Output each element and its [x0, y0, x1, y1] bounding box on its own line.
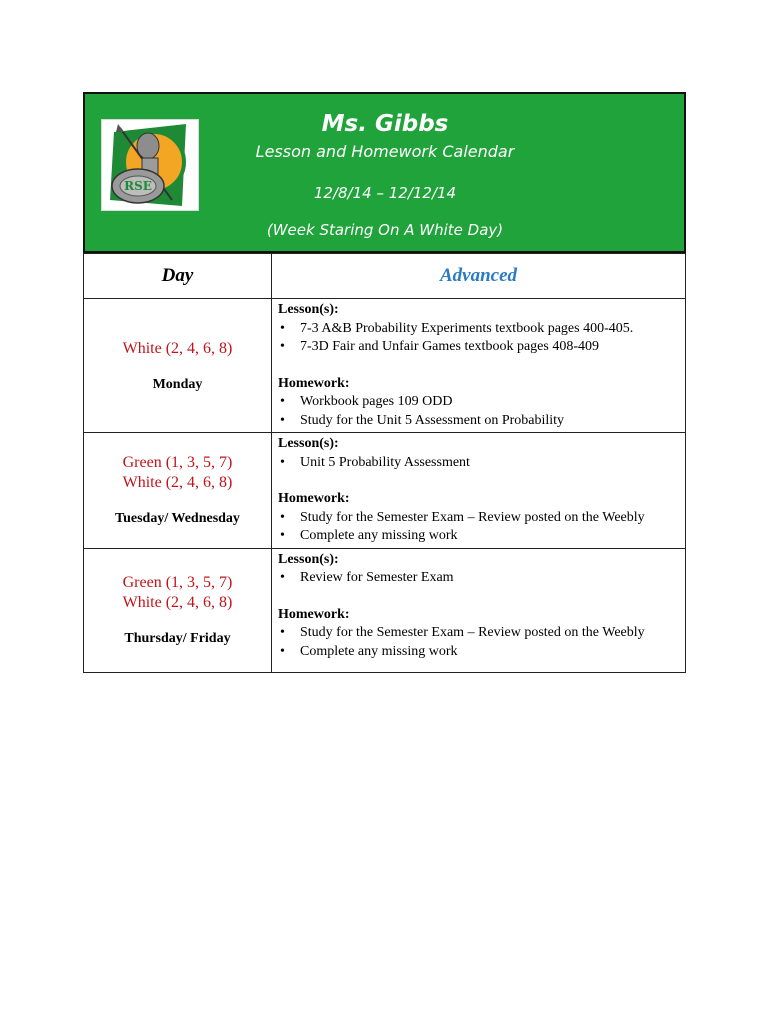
- list-item: • Workbook pages 109 ODD: [278, 393, 685, 412]
- list-item: • 7-3 A&B Probability Experiments textbook pages 400-405.: [278, 320, 685, 339]
- homework-list: [278, 393, 685, 430]
- page-title: Ms. Gibbs: [321, 111, 449, 137]
- day-cell: [84, 433, 272, 549]
- day-code: Green (1, 3, 5, 7): [122, 574, 233, 591]
- day-code: White (2, 4, 6, 8): [122, 339, 233, 357]
- lessons-label: Lesson(s):: [278, 551, 339, 567]
- homework-label: Homework:: [278, 491, 350, 506]
- lesson-list: [278, 320, 685, 357]
- day-code: White (2, 4, 6, 8): [122, 594, 233, 611]
- day-name: Thursday/ Friday: [124, 631, 231, 646]
- date-range: 12/8/14 – 12/12/14: [313, 184, 457, 202]
- spartan-warrior-logo-icon: [102, 120, 198, 210]
- homework-label: Homework:: [278, 606, 350, 622]
- plan-cell: [272, 433, 686, 549]
- day-name: Tuesday/ Wednesday: [115, 511, 240, 527]
- day-cell: [84, 548, 272, 672]
- homework-list: [278, 509, 685, 546]
- table-row: [84, 299, 686, 433]
- school-logo: [101, 119, 199, 211]
- list-item: • Unit 5 Probability Assessment: [278, 454, 685, 473]
- day-name: Monday: [152, 376, 203, 392]
- list-item: • Complete any missing work: [278, 643, 685, 662]
- calendar-document: [83, 92, 686, 673]
- header-banner: [83, 92, 686, 253]
- plan-cell: [272, 548, 686, 672]
- table-row: [84, 433, 686, 549]
- schedule-table: [83, 253, 686, 673]
- list-item: • 7-3D Fair and Unfair Games textbook pages 408-409: [278, 338, 685, 357]
- list-item: • Review for Semester Exam: [278, 569, 685, 588]
- day-cell: [84, 299, 272, 433]
- week-note: (Week Staring On A White Day): [266, 221, 504, 239]
- day-code: White (2, 4, 6, 8): [122, 474, 233, 492]
- lesson-list: [278, 454, 685, 473]
- column-header-day: Day: [84, 254, 272, 299]
- list-item: • Study for the Semester Exam – Review posted on the Weebly: [278, 624, 685, 643]
- column-header-advanced: Advanced: [272, 254, 686, 299]
- list-item: • Study for the Unit 5 Assessment on Probability: [278, 412, 685, 431]
- page-subtitle: Lesson and Homework Calendar: [255, 142, 515, 161]
- day-code: Green (1, 3, 5, 7): [122, 454, 233, 472]
- list-item: • Study for the Semester Exam – Review posted on the Weebly: [278, 509, 685, 528]
- lesson-list: [278, 569, 685, 588]
- svg-text:RSE: RSE: [124, 179, 152, 193]
- table-row: [84, 548, 686, 672]
- lessons-label: Lesson(s):: [278, 436, 339, 451]
- list-item: • Complete any missing work: [278, 527, 685, 546]
- homework-list: [278, 624, 685, 661]
- lessons-label: Lesson(s):: [278, 302, 339, 317]
- homework-label: Homework:: [278, 375, 350, 391]
- plan-cell: [272, 299, 686, 433]
- table-header-row: [84, 254, 686, 299]
